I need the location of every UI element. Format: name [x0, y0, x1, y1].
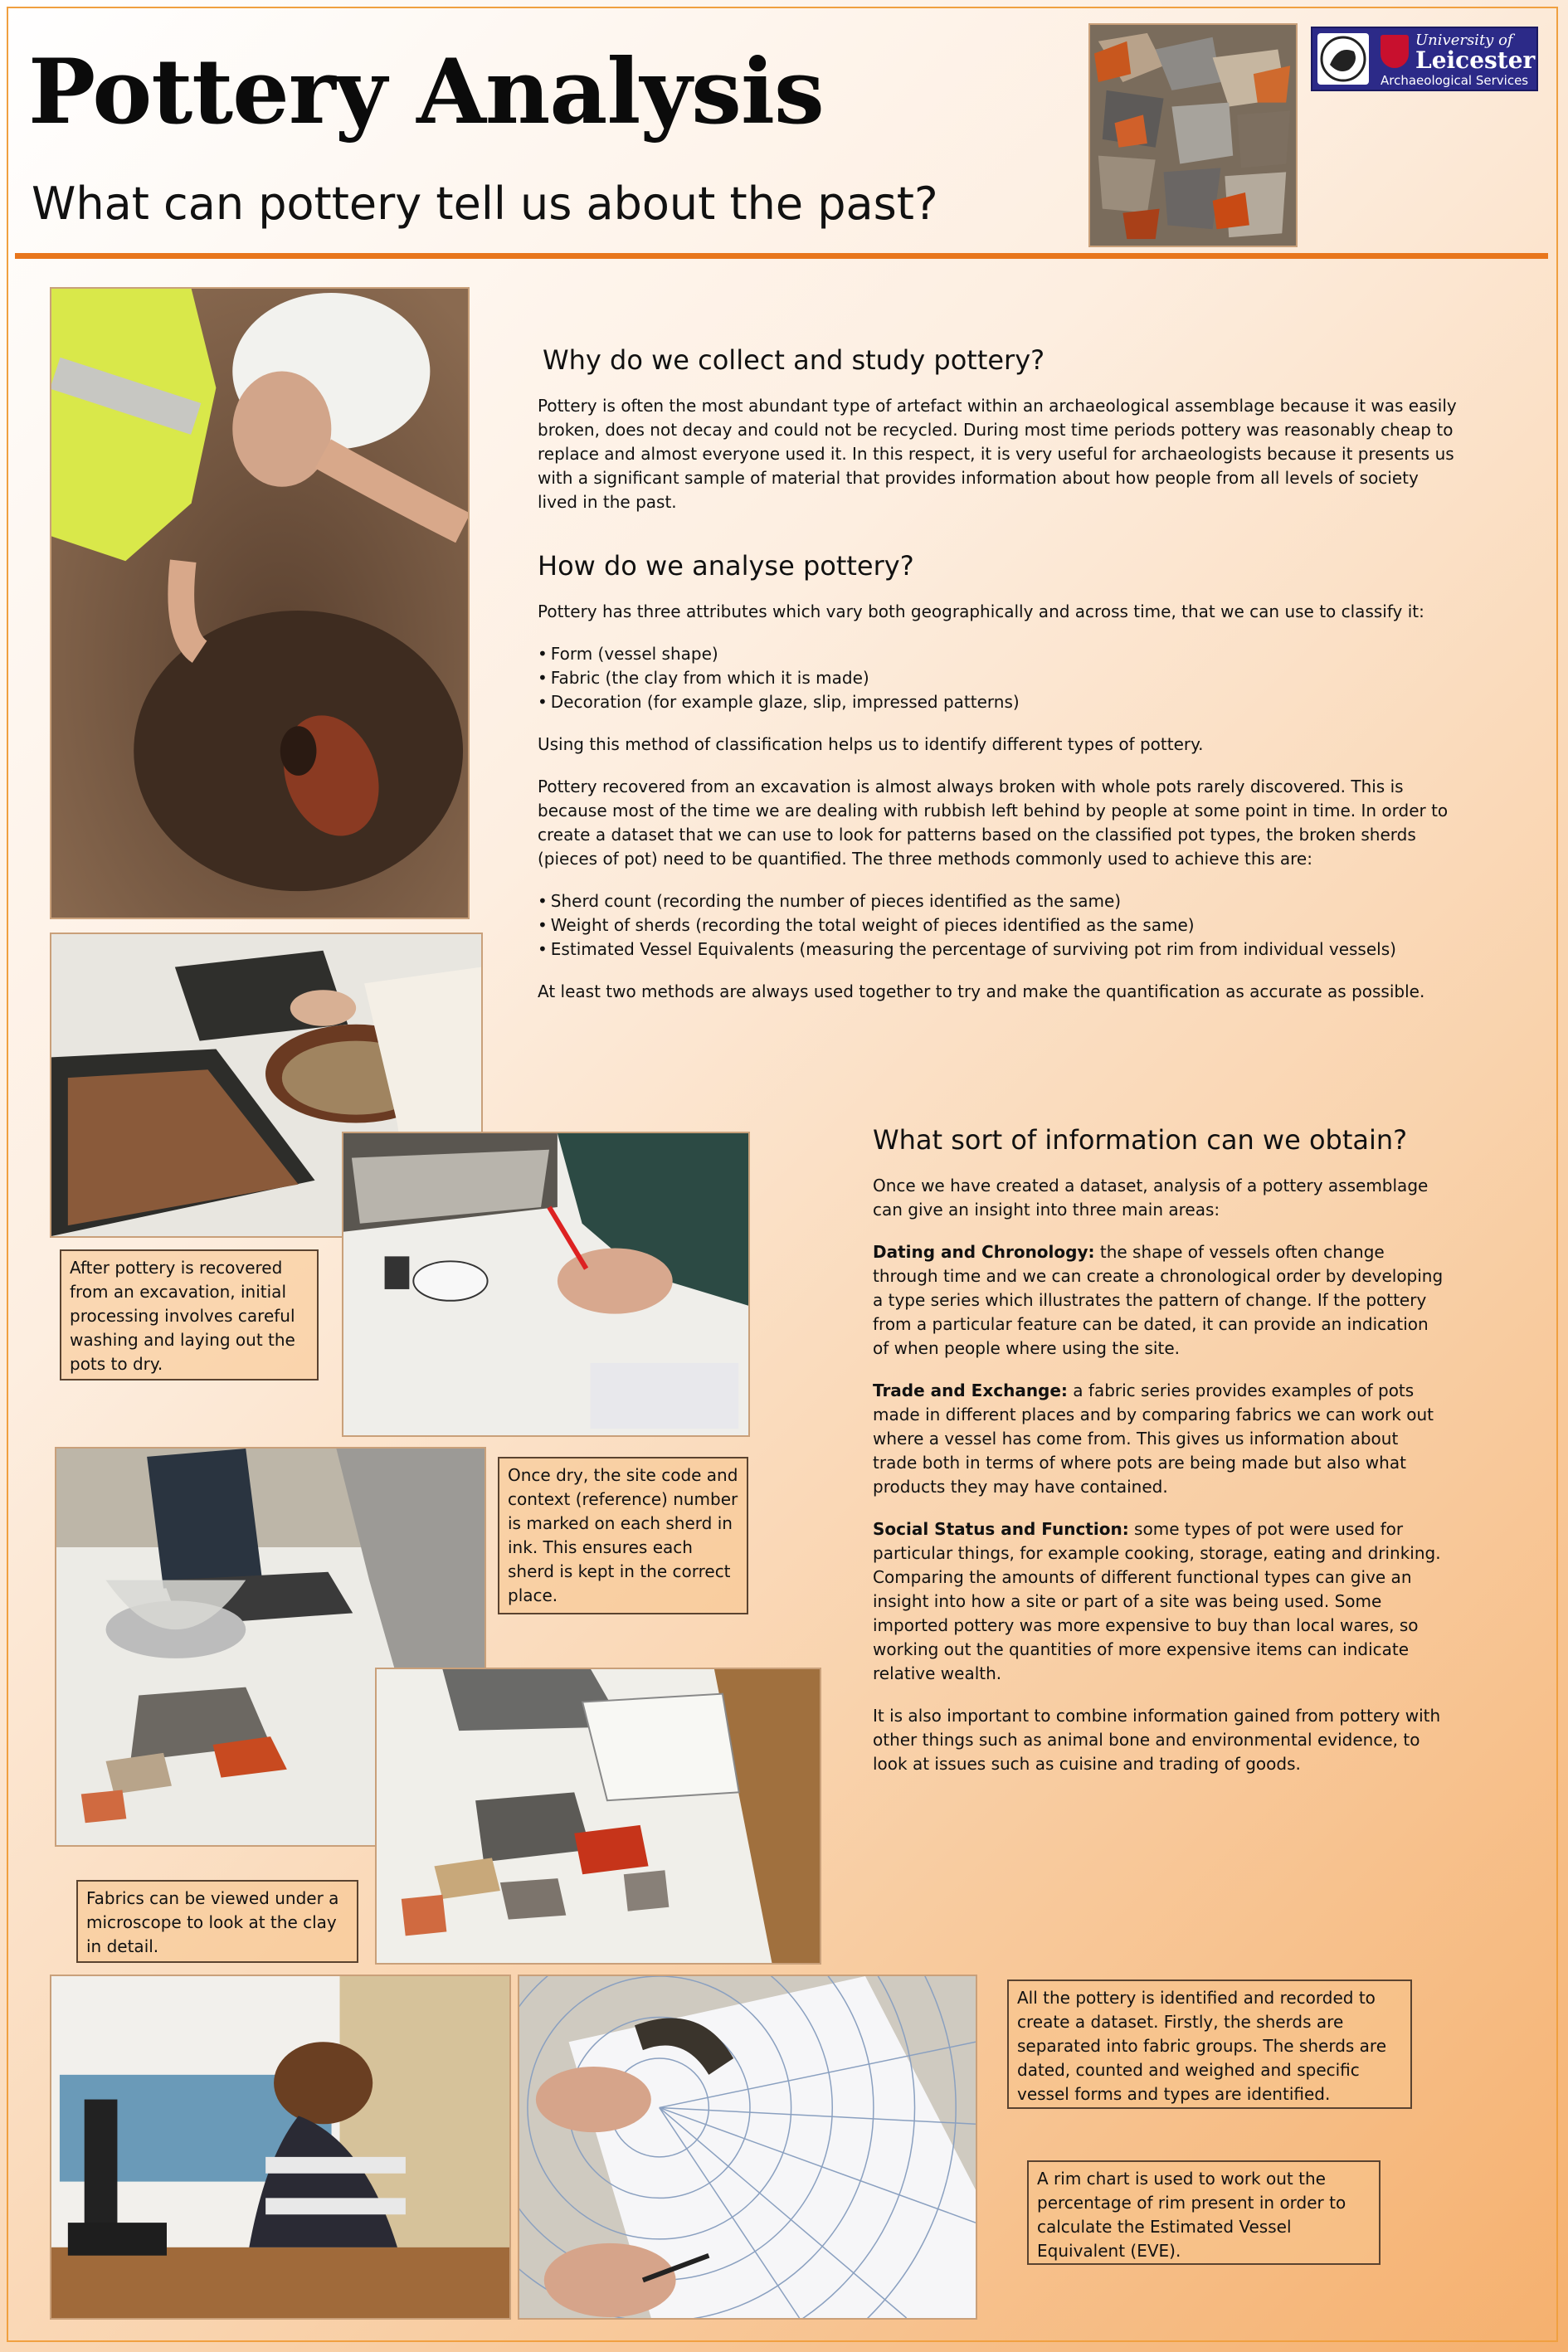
list-item: • Sherd count (recording the number of pieces identified as the same) — [538, 889, 1463, 913]
combine-text: It is also important to combine information gained from pottery with other things such as animal bone and environmental evidence, to look at issues such as cuisine and trading of goods. — [873, 1706, 1441, 1774]
dating-paragraph — [873, 1240, 1445, 1361]
shield-icon — [1381, 35, 1409, 68]
rim-chart-caption — [1027, 2160, 1381, 2265]
microscope-caption-text: Fabrics can be viewed under a microscope to look at the clay in detail. — [86, 1888, 339, 1956]
poster-title: Pottery Analysis — [28, 40, 824, 144]
microscope-photo — [50, 1975, 511, 2320]
list-item: • Fabric (the clay from which it is made) — [538, 666, 1463, 690]
recovery-text: Pottery recovered from an excavation is almost always broken with whole pots rarely discovered. This is because most of the time we are dealing with rubbish left behind by people at some point in time. In order to create a dataset that we can use to look for patterns based on the classified pot types, the broken sherds (pieces of pot) need to be quantified. The three methods commonly used to achieve this are: — [538, 777, 1449, 869]
sherds-pile-image — [1090, 25, 1296, 246]
social-label: Social Status and Function: — [873, 1519, 1129, 1539]
list-item: • Decoration (for example glaze, slip, impressed patterns) — [538, 690, 1463, 714]
microscope-image — [51, 1976, 509, 2318]
info-heading: What sort of information can we obtain? — [873, 1124, 1408, 1156]
logo-line-3: Archaeological Services — [1381, 73, 1529, 88]
list-item: • Estimated Vessel Equivalents (measuring the percentage of surviving pot rim from individual vessels) — [538, 937, 1463, 962]
conclusion-text: At least two methods are always used together to try and make the quantification as accurate as possible. — [538, 981, 1425, 1001]
classification-text: Using this method of classification helps us to identify different types of pottery. — [538, 734, 1204, 754]
header-divider — [15, 253, 1548, 259]
excavation-image — [51, 289, 468, 918]
sherds-pile-photo — [1088, 23, 1298, 247]
list-item: • Form (vessel shape) — [538, 642, 1463, 666]
marking-image — [343, 1133, 748, 1435]
how-section — [538, 550, 1463, 1022]
trade-paragraph — [873, 1379, 1445, 1499]
why-section — [538, 344, 1463, 533]
logo-line-1: University of — [1415, 32, 1513, 49]
trade-label: Trade and Exchange: — [873, 1381, 1068, 1400]
method-list — [538, 889, 1463, 962]
crest-icon — [1317, 33, 1369, 85]
sorting-image — [377, 1669, 820, 1963]
info-section — [873, 1124, 1445, 1794]
logo-line-2: Leicester — [1415, 46, 1536, 74]
why-text: Pottery is often the most abundant type of artefact within an archaeological assemblage because it was easily broken, does not decay and could not be recycled. During most time periods pottery was reasonably cheap to replace and almost everyone used it. In this respect, it is very useful for archaeologists because it presents us with a significant sample of material that provides information about how people from all levels of society lived in the past. — [538, 396, 1457, 512]
rim-chart-caption-text: A rim chart is used to work out the percentage of rim present in order to calculate the Estimated Vessel Equivalent (EVE). — [1037, 2169, 1346, 2261]
washing-caption-text: After pottery is recovered from an excavation, initial processing involves careful washing and laying out the pots to dry. — [70, 1258, 295, 1374]
marking-photo — [342, 1132, 750, 1437]
sorting-photo — [375, 1668, 821, 1965]
social-text: some types of pot were used for particular things, for example cooking, storage, eating and drinking. Comparing the amounts of different functional types can give an insight into how a site or part of a site was being used. Some imported pottery was more expensive to buy than local wares, so working out the quantities of more expensive items can indicate relative wealth. — [873, 1519, 1441, 1683]
university-logo — [1311, 27, 1538, 91]
washing-caption — [60, 1249, 319, 1381]
info-intro: Once we have created a dataset, analysis of a pottery assemblage can give an insight into three main areas: — [873, 1176, 1429, 1220]
dataset-caption-text: All the pottery is identified and recorded to create a dataset. Firstly, the sherds are separated into fabric groups. The sherds are dated, counted and weighed and specific vessel forms and types are identified. — [1017, 1988, 1387, 2104]
dating-label: Dating and Chronology: — [873, 1242, 1095, 1262]
why-heading: Why do we collect and study pottery? — [543, 344, 1045, 376]
microscope-caption — [76, 1880, 358, 1963]
dataset-caption — [1007, 1979, 1412, 2109]
marking-caption-text: Once dry, the site code and context (reference) number is marked on each sherd in ink. This ensures each sherd is kept in the correct place. — [508, 1465, 738, 1605]
marking-caption — [498, 1457, 748, 1614]
social-paragraph — [873, 1517, 1445, 1686]
excavation-photo — [50, 287, 470, 919]
list-item: • Weight of sherds (recording the total weight of pieces identified as the same) — [538, 913, 1463, 937]
rim-chart-image — [519, 1976, 976, 2318]
rim-chart-photo — [518, 1975, 977, 2320]
poster-subtitle: What can pottery tell us about the past? — [32, 178, 938, 230]
how-heading: How do we analyse pottery? — [538, 550, 914, 582]
attribute-list — [538, 642, 1463, 714]
how-intro: Pottery has three attributes which vary both geographically and across time, that we can use to classify it: — [538, 601, 1424, 621]
trade-text: a fabric series provides examples of pots made in different places and by comparing fabrics we can work out where a vessel has come from. This gives us information about trade both in terms of where pots are being made but also what products they may have contained. — [873, 1381, 1434, 1497]
dating-text: the shape of vessels often change through time and we can create a chronological order by developing a type series which illustrates the pattern of change. If the pottery from a particular feature can be dated, it can provide an indication of when people where using the site. — [873, 1242, 1444, 1358]
